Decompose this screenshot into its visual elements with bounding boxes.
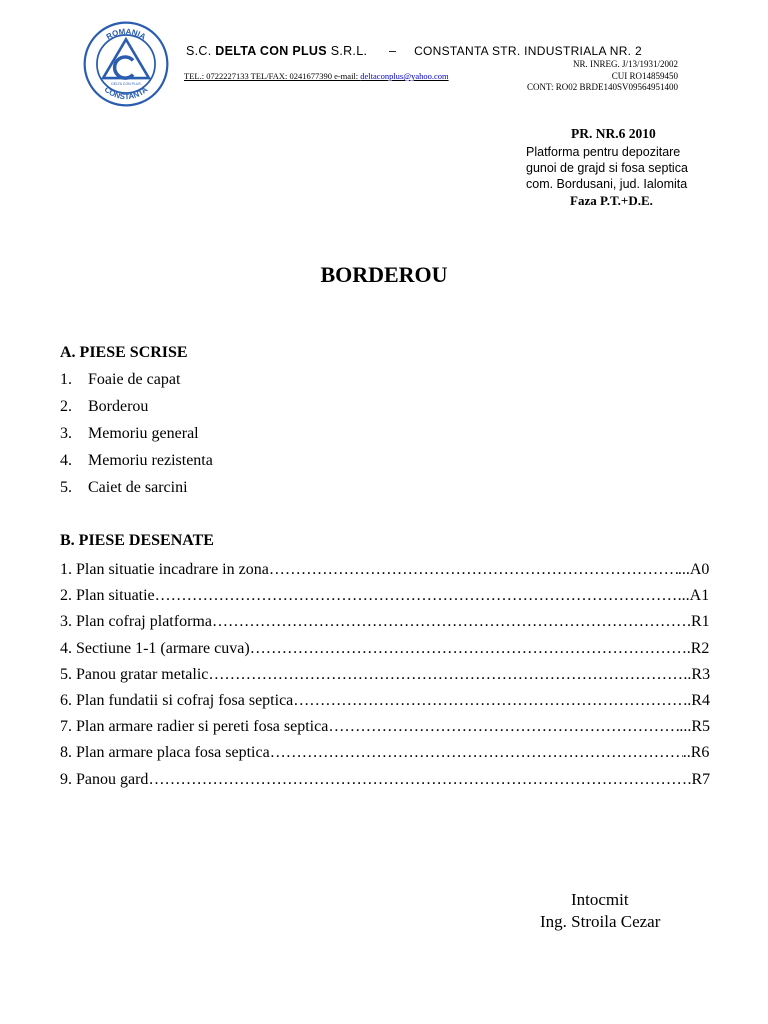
company-header bbox=[186, 44, 642, 58]
bank-account: CONT: RO02 BRDE140SV09564951400 bbox=[526, 82, 678, 92]
project-phase: Faza P.T.+D.E. bbox=[570, 193, 653, 208]
project-line: Platforma pentru depozitare bbox=[526, 145, 681, 159]
document-title: BORDEROU bbox=[320, 262, 448, 287]
drawing-title: 8. Plan armare placa fosa septica bbox=[60, 744, 270, 762]
item-number: 4. bbox=[60, 452, 72, 469]
drawing-code: .R2 bbox=[686, 639, 710, 657]
section-a-list bbox=[60, 371, 213, 506]
drawing-code: ...R5 bbox=[679, 718, 710, 736]
drawing-row bbox=[60, 561, 710, 587]
logo-top-text: ROMANIA bbox=[104, 26, 148, 42]
drawing-title: 9. Panou gard bbox=[60, 770, 149, 788]
company-suffix: S.R.L. bbox=[330, 44, 368, 58]
drawing-row bbox=[60, 613, 710, 639]
drawing-row bbox=[60, 666, 710, 692]
drawing-code: ...A0 bbox=[677, 561, 710, 578]
drawing-title: 7. Plan armare radier si pereti fosa septica bbox=[60, 718, 329, 736]
company-prefix: S.C. bbox=[186, 44, 212, 58]
item-text: Memoriu general bbox=[88, 425, 199, 442]
drawing-row bbox=[60, 744, 710, 770]
logo-bottom-text: CONSTANTA bbox=[102, 84, 150, 102]
drawing-row bbox=[60, 587, 710, 613]
drawing-title: 4. Sectiune 1-1 (armare cuva) bbox=[60, 639, 250, 657]
item-number: 2. bbox=[60, 398, 72, 415]
cui-number: CUI RO14859450 bbox=[611, 71, 678, 81]
drawing-row bbox=[60, 692, 710, 718]
signature-label: Intocmit bbox=[571, 890, 629, 909]
item-text: Caiet de sarcini bbox=[88, 479, 188, 496]
dot-leader bbox=[270, 744, 683, 762]
drawing-row bbox=[60, 771, 710, 797]
logo-inner-text: DELTA CON PLUS bbox=[111, 82, 141, 87]
list-item bbox=[60, 398, 213, 425]
project-line: com. Bordusani, jud. Ialomita bbox=[526, 177, 688, 191]
project-info bbox=[526, 126, 726, 209]
signature-name: Ing. Stroila Cezar bbox=[540, 912, 661, 931]
company-name: DELTA CON PLUS bbox=[215, 44, 327, 58]
item-number: 3. bbox=[60, 425, 72, 442]
section-b-list bbox=[60, 561, 710, 797]
drawing-title: 6. Plan fundatii si cofraj fosa septica bbox=[60, 691, 294, 709]
company-address: CONSTANTA STR. INDUSTRIALA NR. 2 bbox=[414, 44, 642, 58]
dot-leader bbox=[250, 640, 687, 658]
drawing-code: .R4 bbox=[687, 691, 710, 709]
company-logo bbox=[82, 20, 170, 108]
item-text: Borderou bbox=[88, 398, 149, 415]
drawing-code: .R7 bbox=[687, 770, 710, 788]
drawing-code: .R1 bbox=[686, 613, 710, 631]
list-item bbox=[60, 452, 213, 479]
dot-leader bbox=[212, 613, 687, 631]
dot-leader bbox=[269, 561, 678, 579]
dot-leader bbox=[208, 666, 683, 684]
drawing-code: ..R3 bbox=[683, 665, 710, 683]
section-a-heading: A. PIESE SCRISE bbox=[60, 344, 188, 361]
section-b-heading: B. PIESE DESENATE bbox=[60, 532, 214, 549]
project-number: PR. NR.6 2010 bbox=[571, 126, 656, 141]
item-number: 5. bbox=[60, 479, 72, 496]
email-link[interactable]: deltaconplus@yahoo.com bbox=[360, 71, 449, 81]
drawing-row bbox=[60, 640, 710, 666]
project-line: gunoi de grajd si fosa septica bbox=[526, 161, 688, 175]
item-number: 1. bbox=[60, 371, 72, 388]
dot-leader bbox=[293, 692, 687, 710]
dot-leader bbox=[155, 587, 678, 605]
dot-leader bbox=[328, 718, 679, 736]
registration-number: NR. INREG. J/13/1931/2002 bbox=[572, 59, 678, 69]
svg-text:CONSTANTA bbox=[103, 85, 150, 101]
drawing-title: 1. Plan situatie incadrare in zona bbox=[60, 561, 269, 578]
list-item bbox=[60, 425, 213, 452]
drawing-title: 2. Plan situatie bbox=[60, 587, 155, 605]
item-text: Memoriu rezistenta bbox=[88, 452, 213, 469]
list-item bbox=[60, 371, 213, 398]
drawing-title: 3. Plan cofraj platforma bbox=[60, 613, 212, 631]
drawing-row bbox=[60, 718, 710, 744]
drawing-title: 5. Panou gratar metalic bbox=[60, 665, 209, 683]
list-item bbox=[60, 479, 213, 506]
drawing-code: ..R6 bbox=[682, 744, 710, 762]
dot-leader bbox=[148, 771, 687, 789]
drawing-code: ...A1 bbox=[677, 587, 710, 605]
contact-text: TEL.: 0722227133 TEL/FAX: 0241677390 e-mail: bbox=[184, 71, 361, 81]
header-dash: – bbox=[389, 44, 397, 58]
item-text: Foaie de capat bbox=[88, 371, 181, 388]
contact-line bbox=[184, 71, 449, 81]
